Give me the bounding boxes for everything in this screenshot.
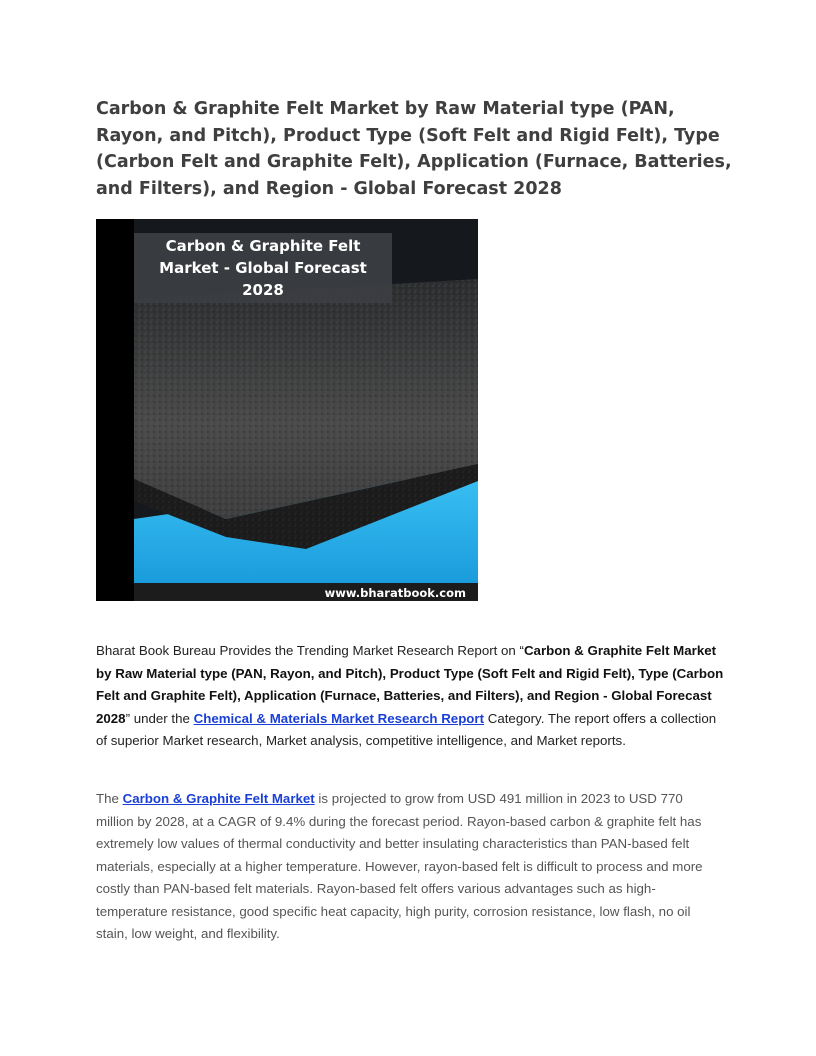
category-rest-text: Category. The report offers a collection of superior Market research, Market analysis, competitive intelligence, and Market reports. (96, 710, 717, 748)
under-text: ” under the (125, 710, 194, 726)
page-title: Carbon & Graphite Felt Market by Raw Material type (PAN, Rayon, and Pitch), Product Type (Soft Felt and Rigid Felt), Type (Carbon Felt and Graphite Felt), Application (Furnace, Batteries, and Filters), and Region - Global Forecast 2028 (96, 99, 732, 199)
intro-text: Bharat Book Bureau Provides the Trending Market Research Report on “ (96, 643, 524, 658)
market-lead-text: The (96, 791, 123, 806)
market-link[interactable]: Carbon & Graphite Felt Market (122, 791, 315, 806)
website-watermark: www.bharatbook.com (324, 586, 466, 600)
report-cover-image (96, 219, 478, 601)
intro-paragraph (96, 640, 724, 753)
report-title-bold: Carbon & Graphite Felt Market by Raw Material type (PAN, Rayon, and Pitch), Product Type (Soft Felt and Rigid Felt), Type (Carbon Felt and Graphite Felt), Application (Furnace, Batteries, and Filters), and Region - Global Forecast 2028 (96, 643, 724, 726)
market-body-text: is projected to grow from USD 491 million in 2023 to USD 770 million by 2028, at a CAGR of 9.4% during the forecast period. Rayon-based carbon & graphite felt has extremely low values of thermal conductivity and better insulating characteristics than PAN-based felt materials, especially at a higher temperature. However, rayon-based felt is difficult to process and more costly than PAN-based felt materials. Rayon-based felt offers various advantages such as high-temperature resistance, good specific heat capacity, high purity, corrosion resistance, low flash, no oil stain, low weight, and flexibility. (96, 791, 703, 941)
category-link[interactable]: Chemical & Materials Market Research Report (193, 710, 485, 726)
image-banner-title: Carbon & Graphite Felt Market - Global Forecast 2028 (134, 233, 392, 303)
market-summary-paragraph (96, 788, 724, 946)
